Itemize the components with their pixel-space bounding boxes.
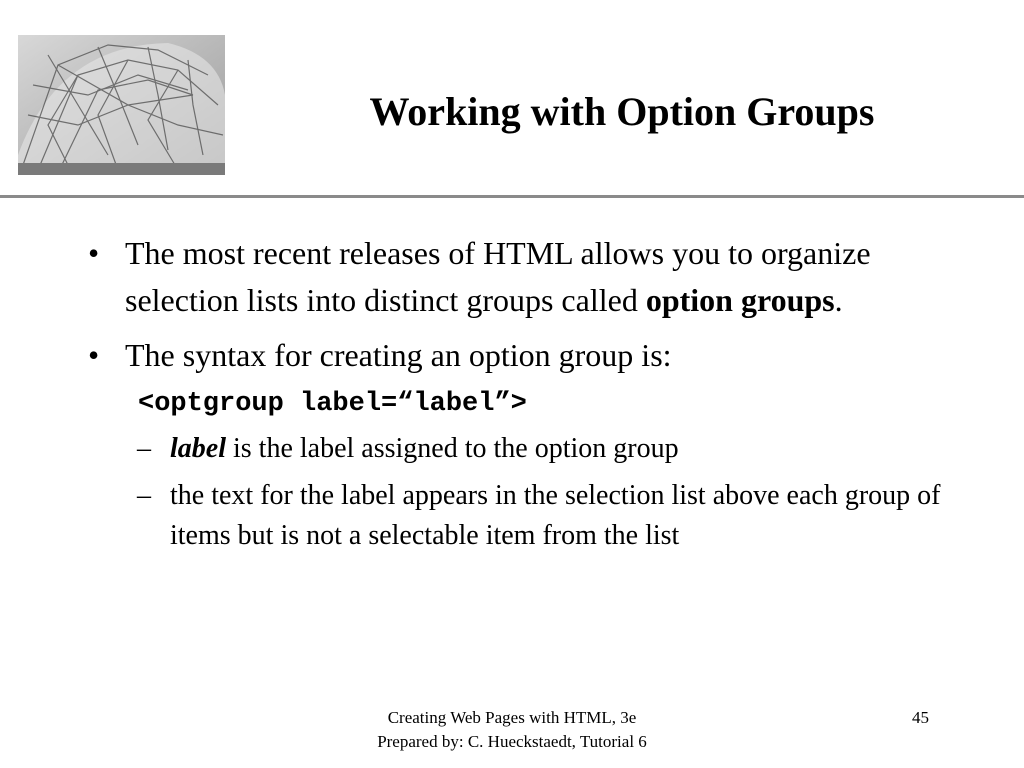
sub-bullet-item [137, 429, 968, 469]
title-divider [0, 195, 1024, 198]
page-number: 45 [912, 708, 929, 727]
sub-bullet-marker: – [137, 480, 151, 511]
code-syntax: <optgroup label=“label”> [138, 389, 527, 419]
sub-bullet-item [137, 476, 968, 556]
slide-title: Working with Option Groups [369, 89, 875, 134]
bullet-text-end: . [834, 282, 843, 318]
corner-dome-image [18, 35, 225, 175]
footer-line-1: Creating Web Pages with HTML, 3e [387, 708, 637, 727]
sub-bullet-marker: – [137, 433, 151, 464]
slide-body [88, 230, 968, 563]
footer-line-2: Prepared by: C. Hueckstaedt, Tutorial 6 [377, 732, 647, 751]
sub-bullet-text: is the label assigned to the option group [226, 433, 679, 464]
bullet-marker: • [88, 235, 100, 271]
sub-bullet-term: label [170, 433, 226, 464]
bullet-item [88, 332, 968, 379]
sub-bullet-text: the text for the label appears in the selection list above each group of items but is not a selectable item from the list [170, 480, 941, 551]
bullet-bold-term: option groups [645, 282, 835, 318]
bullet-text: The syntax for creating an option group is: [125, 337, 672, 373]
bullet-item [88, 230, 968, 324]
footer-credits [312, 706, 712, 754]
bullet-marker: • [88, 337, 100, 373]
dome-lattice-graphic [18, 35, 225, 175]
bullet-text: The most recent releases of HTML allows you to organize selection lists into distinct groups called [125, 235, 871, 318]
